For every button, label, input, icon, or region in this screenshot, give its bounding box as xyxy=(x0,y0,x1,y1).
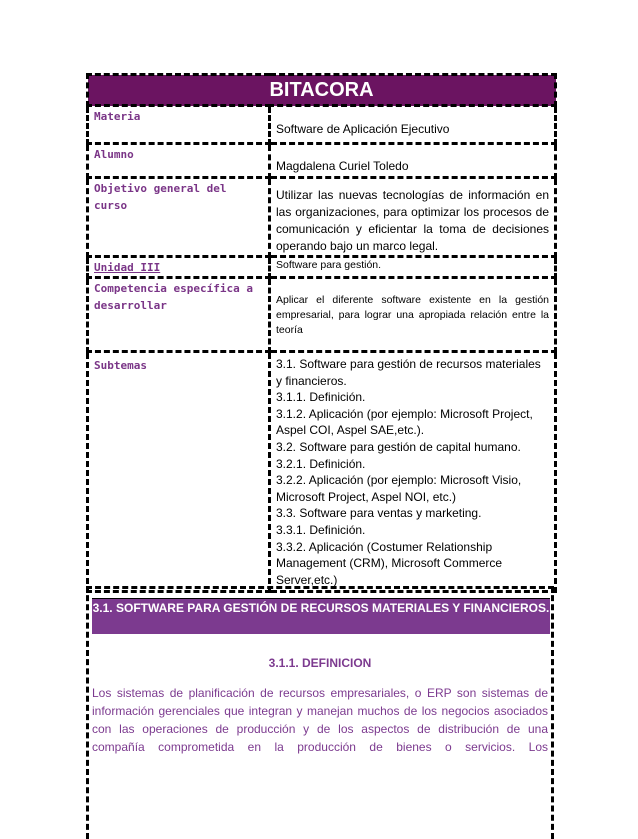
value-alumno-text: Magdalena Curiel Toledo xyxy=(276,159,409,173)
section-paragraph: Los sistemas de planificación de recursos empresariales, o ERP son sistemas de información gerenciales que integran y manejan muchos de los negocios asociados con las operaciones de producción y de los aspectos de distribución de una compañía comprometida en la producción de bienes o servicios. Los xyxy=(92,686,548,754)
label-subtemas: Subtemas xyxy=(88,352,270,592)
value-competencia-text: Aplicar el diferente software existente en la gestión empresarial, para lograr una apropiada relación entre la teoría xyxy=(276,294,549,336)
section-heading: 3.1.1. DEFINICION xyxy=(268,656,372,670)
value-objetivo xyxy=(270,178,556,257)
row-materia xyxy=(88,106,556,144)
label-unidad: Unidad III xyxy=(88,257,270,278)
value-competencia xyxy=(270,278,556,352)
subtema-item: 3.2.2. Aplicación (por ejemplo: Microsoft Visio, Microsoft Project, Aspel NOI, etc.) xyxy=(276,473,522,504)
value-alumno xyxy=(270,144,556,178)
row-objetivo xyxy=(88,178,556,257)
title-row xyxy=(88,75,556,106)
subtema-item: 3.2. Software para gestión de capital humano. xyxy=(276,439,521,454)
label-materia: Materia xyxy=(88,106,270,144)
label-alumno: Alumno xyxy=(88,144,270,178)
row-unidad xyxy=(88,257,556,278)
row-competencia xyxy=(88,278,556,352)
value-objetivo-text: Utilizar las nuevas tecnologías de información en las organizaciones, para optimizar los procesos de comunicación y eficientar la toma de decisiones operando bajo un marco legal. xyxy=(276,188,549,253)
label-objetivo: Objetivo general del curso xyxy=(88,178,270,257)
subtema-item: 3.1.1. Definición. xyxy=(276,390,366,405)
subtema-item: 3.1.2. Aplicación (por ejemplo: Microsoft Project, Aspel COI, Aspel SAE,etc.). xyxy=(276,406,533,438)
subtema-item: 3.3. Software para ventas y marketing. xyxy=(276,506,482,521)
value-subtemas xyxy=(270,352,556,592)
bitacora-title: BITACORA xyxy=(88,75,556,106)
value-materia xyxy=(270,106,556,144)
subtema-item: 3.1. Software para gestión de recursos materiales y financieros. xyxy=(276,357,541,388)
row-subtemas xyxy=(88,352,556,592)
subtema-item: 3.3.1. Definición. xyxy=(276,522,366,537)
subtema-item: 3.3.2. Aplicación (Costumer Relationship Management (CRM), Microsoft Commerce Server,etc.) xyxy=(276,539,503,587)
row-alumno xyxy=(88,144,556,178)
subtema-item: 3.2.1. Definición. xyxy=(276,456,366,471)
bitacora-table xyxy=(86,73,557,593)
section-banner: 3.1. SOFTWARE PARA GESTIÓN DE RECURSOS MATERIALES Y FINANCIEROS. xyxy=(92,598,550,634)
value-unidad: Software para gestión. xyxy=(270,257,556,278)
value-materia-text: Software de Aplicación Ejecutivo xyxy=(276,122,450,136)
label-competencia: Competencia específica a desarrollar xyxy=(88,278,270,352)
